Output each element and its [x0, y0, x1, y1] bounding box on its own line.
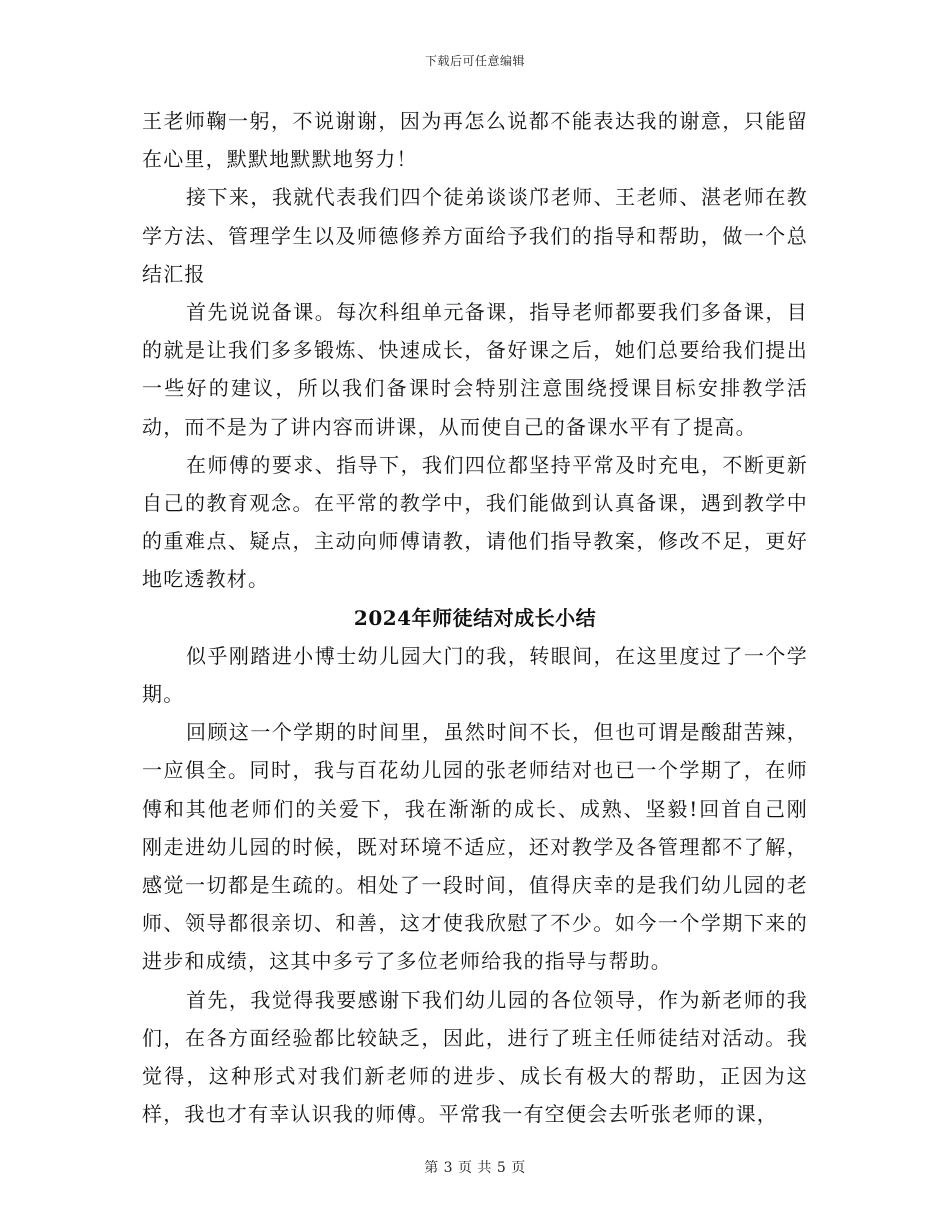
paragraph: 首先，我觉得我要感谢下我们幼儿园的各位领导，作为新老师的我们，在各方面经验都比较缺乏，因此，进行了班主任师徒结对活动。我觉得，这种形式对我们新老师的进步、成长有极大的帮助，正因为这样，我也才有幸认识我的师傅。平常我一有空便会去听张老师的课，: [142, 987, 808, 1127]
paragraph: 接下来，我就代表我们四个徒弟谈谈邝老师、王老师、湛老师在教学方法、管理学生以及师德修养方面给予我们的指导和帮助，做一个总结汇报: [142, 185, 808, 286]
paragraph: 王老师鞠一躬，不说谢谢，因为再怎么说都不能表达我的谢意，只能留在心里，默默地默默地努力！: [142, 109, 808, 172]
paragraph: 似乎刚踏进小博士幼儿园大门的我，转眼间，在这里度过了一个学期。: [142, 643, 808, 707]
section-title: 2024年师徒结对成长小结: [353, 605, 597, 630]
paragraph: 回顾这一个学期的时间里，虽然时间不长，但也可谓是酸甜苦辣，一应俱全。同时，我与百花幼儿园的张老师结对也已一个学期了，在师傅和其他老师们的关爱下，我在渐渐的成长、成熟、坚毅!回首自己刚刚走进幼儿园的时候，既对环境不适应，还对教学及各管理都不了解，感觉一切都是生疏的。相处了一段时间，值得庆幸的是我们幼儿园的老师、领导都很亲切、和善，这才使我欣慰了不少。如今一个学期下来的进步和成绩，这其中多亏了多位老师给我的指导与帮助。: [142, 720, 808, 974]
page-footer: 第 3 页 共 5 页: [424, 1160, 526, 1176]
paragraph: 首先说说备课。每次科组单元备课，指导老师都要我们多备课，目的就是让我们多多锻炼、快速成长，备好课之后，她们总要给我们提出一些好的建议，所以我们备课时会特别注意围绕授课目标安排教学活动，而不是为了讲内容而讲课，从而使自己的备课水平有了提高。: [142, 300, 808, 439]
page-header: 下载后可任意编辑: [424, 54, 525, 68]
paragraph: 在师傅的要求、指导下，我们四位都坚持平常及时充电，不断更新自己的教育观念。在平常的教学中，我们能做到认真备课，遇到教学中的重难点、疑点，主动向师傅请教，请他们指导教案，修改不足，更好地吃透教材。: [142, 452, 808, 592]
document-body: [142, 102, 808, 1133]
